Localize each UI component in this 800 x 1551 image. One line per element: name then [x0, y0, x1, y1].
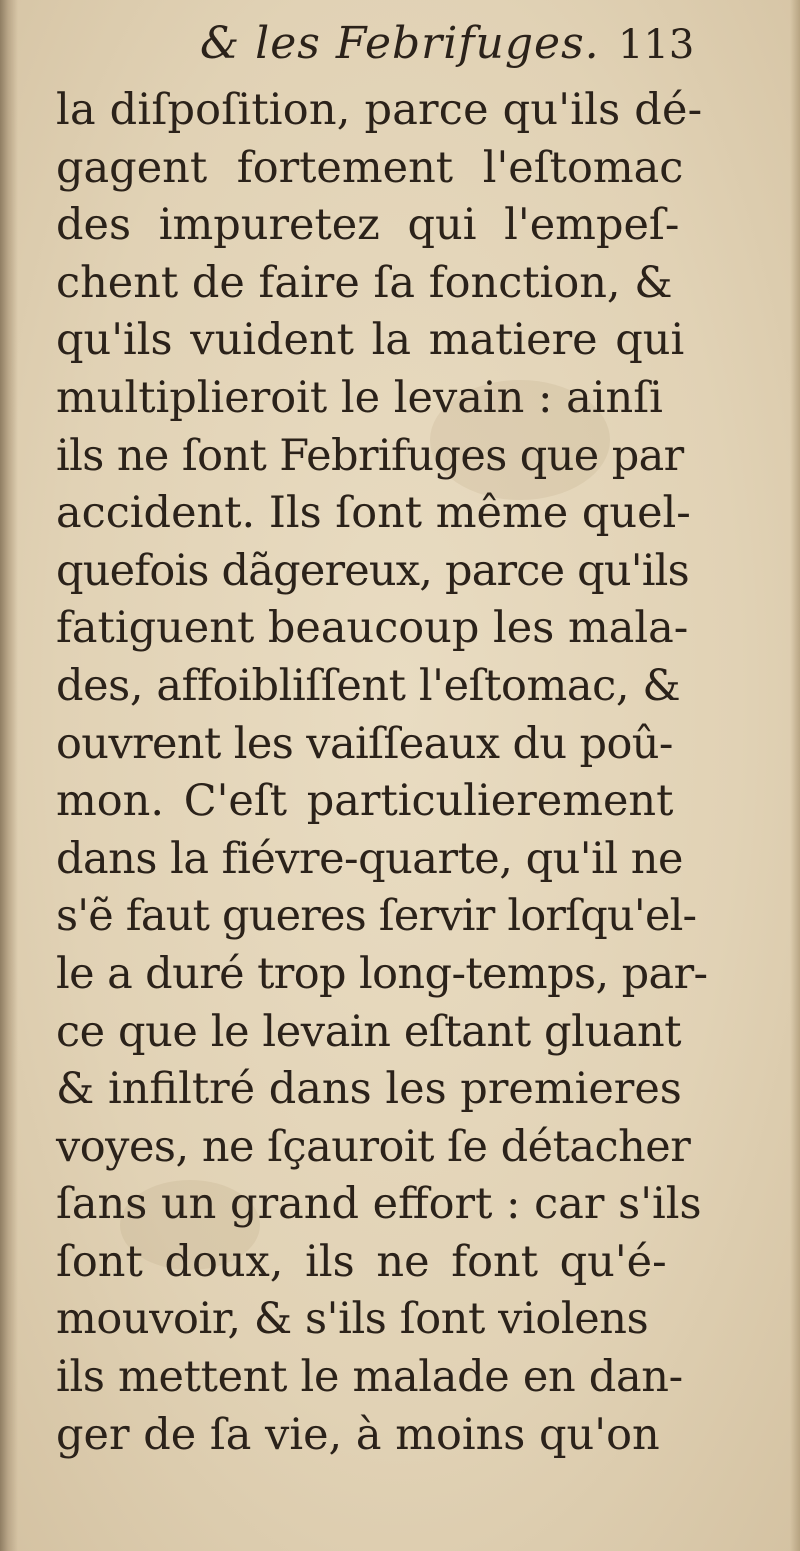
text-line: ſans un grand effort : car s'ils: [56, 1179, 702, 1230]
text-line: fatiguent beaucoup les mala-: [56, 603, 689, 654]
text-line: ger de ſa vie, à moins qu'on: [56, 1409, 660, 1460]
page-number: 113: [618, 22, 695, 68]
text-line: & infiltré dans les premieres: [56, 1064, 682, 1115]
text-line: mouvoir, & s'ils ſont violens: [56, 1294, 649, 1345]
page-gutter-shadow: [0, 0, 18, 1551]
text-line: mon. C'eſt particulierement: [56, 776, 674, 827]
text-line: le a duré trop long-temps, par-: [56, 948, 708, 999]
text-line: chent de faire ſa fonction, &: [56, 257, 673, 308]
body-text: [56, 82, 708, 1464]
text-line: gagent fortement l'eſtomac: [56, 142, 684, 193]
page-edge-shadow: [790, 0, 800, 1551]
text-line: accident. Ils ſont même quel-: [56, 488, 691, 539]
text-line: la diſpoſition, parce qu'ils dé-: [56, 85, 703, 135]
text-line: multiplieroit le levain : ainſi: [56, 372, 663, 423]
text-line: ce que le levain eſtant gluant: [56, 1006, 682, 1057]
text-line: qu'ils vuident la matiere qui: [56, 315, 685, 366]
text-line: s'ẽ faut gueres ſervir lorſqu'el-: [56, 891, 697, 942]
text-line: voyes, ne ſçauroit ſe détacher: [56, 1121, 691, 1172]
text-line: des impuretez qui l'empeſ-: [56, 200, 680, 251]
running-title: & les Febrifuges.: [200, 18, 600, 69]
text-line: ſont doux, ils ne font qu'é-: [56, 1236, 667, 1287]
text-line: ouvrent les vaiſſeaux du poû-: [56, 718, 673, 769]
text-line: dans la fiévre-quarte, qu'il ne: [56, 833, 683, 884]
text-line: ils ne ſont Febrifuges que par: [56, 430, 684, 481]
text-line: ils mettent le malade en dan-: [56, 1352, 683, 1403]
text-line: quefois dãgereux, parce qu'ils: [56, 545, 689, 596]
text-line: des, affoibliſſent l'eſtomac, &: [56, 660, 681, 711]
page-header: [0, 18, 800, 80]
